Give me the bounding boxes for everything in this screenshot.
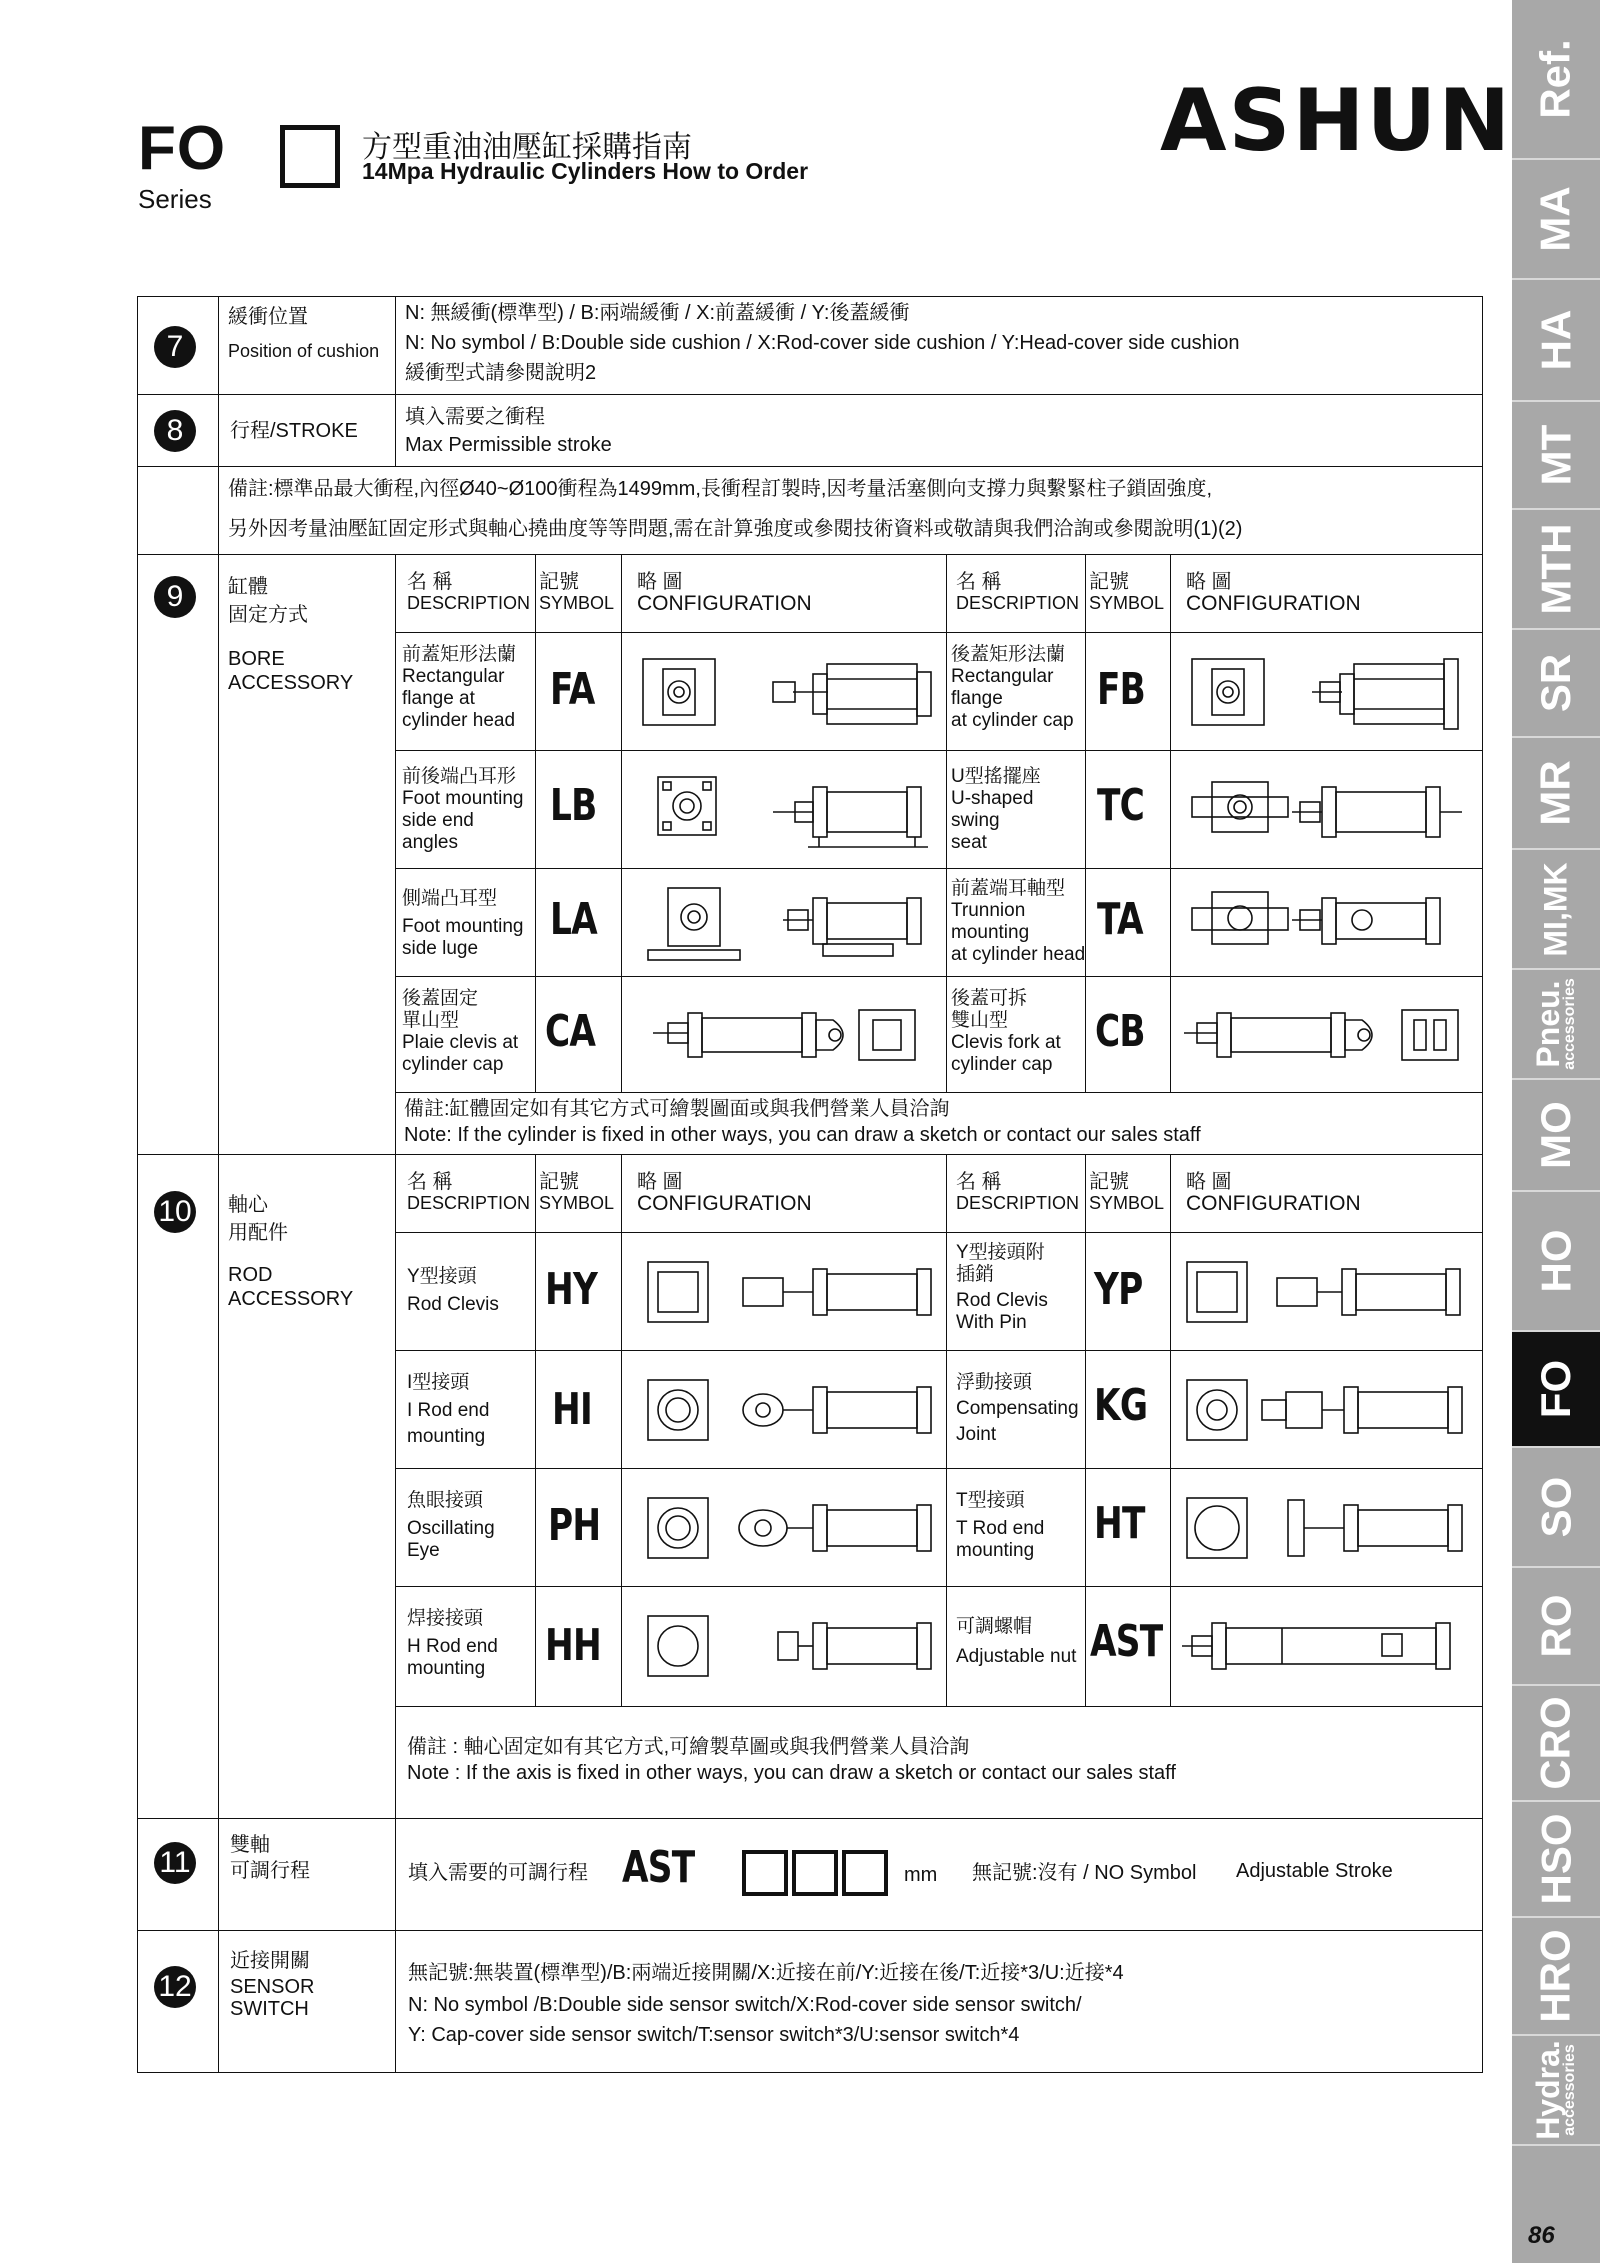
sensor-line-2: N: No symbol /B:Double side sensor switch/X:Rod-cover side sensor switch/	[408, 1994, 1082, 2016]
mount-cb-desc: 後蓋可拆 雙山型 Clevis fork at cylinder cap	[951, 988, 1061, 1075]
symbol-ph: PH	[548, 1500, 601, 1551]
tab-mth[interactable]: MTH	[1512, 510, 1600, 630]
rod-hi-desc: I型接頭 I Rod end mounting	[407, 1372, 490, 1447]
config-drawing-ast	[1172, 1588, 1480, 1705]
row-number-10: 10	[154, 1191, 196, 1233]
tab-hro[interactable]: HRO	[1512, 1918, 1600, 2036]
mount-fb-desc: 後蓋矩形法蘭 Rectangular flange at cylinder cap	[951, 644, 1074, 731]
sidebar	[1512, 0, 1600, 2263]
col-header-configuration: 略 圖 CONFIGURATION	[637, 571, 812, 615]
row-number-11: 11	[154, 1842, 196, 1884]
mount-ca-desc: 後蓋固定 單山型 Plaie clevis at cylinder cap	[402, 988, 519, 1075]
rod-col-header-description-2: 名 稱 DESCRIPTION	[956, 1171, 1080, 1213]
rod-col-header-configuration: 略 圖 CONFIGURATION	[637, 1171, 812, 1215]
rod-kg-desc: 浮動接頭 Compensating Joint	[956, 1372, 1079, 1445]
series-code: FO	[138, 114, 227, 183]
symbol-la: LA	[550, 894, 597, 945]
page-title-cn: 方型重油油壓缸採購指南	[362, 130, 692, 165]
cushion-label-en: Position of cushion	[228, 341, 380, 361]
config-drawing-ta	[1172, 870, 1480, 975]
stroke-note-line-2: 另外因考量油壓缸固定形式與軸心撓曲度等等問題,需在計算強度或參閱技術資料或敬請與我們洽詢或參閱說明(1)(2)	[228, 518, 1243, 540]
symbol-lb: LB	[550, 780, 597, 831]
tab-ha[interactable]: HA	[1512, 280, 1600, 402]
tab-ref[interactable]: Ref.	[1512, 0, 1600, 160]
rod-col-header-symbol: 記號 SYMBOL	[539, 1171, 615, 1213]
rod-ph-desc: 魚眼接頭 Oscillating Eye	[407, 1490, 495, 1561]
symbol-yp: YP	[1094, 1264, 1143, 1315]
tab-mo[interactable]: MO	[1512, 1080, 1600, 1192]
double-rod-label-cn-1: 雙軸	[230, 1834, 270, 1856]
tab-mr[interactable]: MR	[1512, 738, 1600, 850]
row-number-7: 7	[154, 326, 196, 368]
symbol-cb: CB	[1095, 1006, 1145, 1057]
tab-mi-mk[interactable]: MI,MK	[1512, 850, 1600, 970]
config-drawing-ph	[623, 1470, 945, 1585]
mount-fa-desc: 前蓋矩形法蘭 Rectangular flange at cylinder head	[402, 644, 517, 731]
sensor-line-1: 無記號:無裝置(標準型)/B:兩端近接開關/X:近接在前/Y:近接在後/T:近接*3/U:近接*4	[408, 1962, 1124, 1984]
cushion-line-1: N: 無緩衝(標準型) / B:兩端緩衝 / X:前蓋緩衝 / Y:後蓋緩衝	[405, 302, 910, 324]
row-number-12: 12	[154, 1966, 196, 2008]
stroke-line-2: Max Permissible stroke	[405, 434, 612, 456]
rod-label-cn-1: 軸心	[228, 1194, 268, 1216]
rod-note-en: Note : If the axis is fixed in other ways, you can draw a sketch or contact our sales staff	[407, 1762, 1176, 1784]
symbol-fb: FB	[1097, 664, 1146, 715]
tab-pneu[interactable]: Pneu. accessories	[1512, 970, 1600, 1080]
config-drawing-fb	[1172, 634, 1480, 749]
mount-tc-desc: U型搖擺座 U-shaped swing seat	[951, 766, 1041, 853]
tab-hso[interactable]: HSO	[1512, 1802, 1600, 1918]
double-rod-label-cn-2: 可調行程	[230, 1860, 310, 1882]
adjustable-stroke-unit: mm	[904, 1864, 938, 1886]
symbol-hh: HH	[545, 1620, 601, 1671]
row-number-8: 8	[154, 410, 196, 452]
config-drawing-yp	[1172, 1234, 1480, 1349]
symbol-fa: FA	[550, 664, 595, 715]
symbol-ca: CA	[545, 1006, 596, 1057]
rod-col-header-configuration-2: 略 圖 CONFIGURATION	[1186, 1171, 1361, 1215]
rod-ast-desc: 可調螺帽 Adjustable nut	[956, 1616, 1077, 1667]
tab-fo[interactable]: FO	[1512, 1332, 1600, 1448]
rod-hy-desc: Y型接頭 Rod Clevis	[407, 1266, 499, 1315]
stroke-note-line-1: 備註:標準品最大衝程,內徑Ø40~Ø100衝程為1499mm,長衝程訂製時,因考量活塞側向支撐力與繫緊柱子鎖固強度,	[228, 478, 1213, 500]
config-drawing-kg	[1172, 1352, 1480, 1467]
config-drawing-fa	[623, 634, 945, 749]
cushion-line-2: N: No symbol / B:Double side cushion / X:Rod-cover side cushion / Y:Head-cover side cushion	[405, 332, 1240, 354]
adjustable-stroke-label: Adjustable Stroke	[1236, 1860, 1393, 1882]
config-drawing-lb	[623, 752, 945, 867]
config-drawing-hi	[623, 1352, 945, 1467]
sensor-label-cn: 近接開關	[230, 1950, 310, 1972]
rod-col-header-description: 名 稱 DESCRIPTION	[407, 1171, 531, 1213]
bore-label-cn-2: 固定方式	[228, 604, 308, 626]
page-title-en: 14Mpa Hydraulic Cylinders How to Order	[362, 158, 809, 184]
tab-cro[interactable]: CRO	[1512, 1686, 1600, 1802]
sensor-label-en-1: SENSOR	[230, 1976, 315, 1998]
rod-hh-desc: 焊接接頭 H Rod end mounting	[407, 1608, 498, 1679]
tab-hydra[interactable]: Hydra. accessories	[1512, 2036, 1600, 2146]
sensor-label-en-2: SWITCH	[230, 1998, 309, 2020]
bore-note-cn: 備註:缸體固定如有其它方式可繪製圖面或與我們營業人員洽詢	[404, 1098, 950, 1120]
mount-lb-desc: 前後端凸耳形 Foot mounting side end angles	[402, 766, 524, 853]
rod-label-en-1: ROD	[228, 1264, 273, 1286]
col-header-symbol-2: 記號 SYMBOL	[1089, 571, 1165, 613]
rod-note-cn: 備註 : 軸心固定如有其它方式,可繪製草圖或與我們營業人員洽詢	[407, 1736, 970, 1758]
rod-ht-desc: T型接頭 T Rod end mounting	[956, 1490, 1045, 1561]
mount-la-desc: 側端凸耳型 Foot mounting side luge	[402, 888, 524, 959]
row-number-9: 9	[154, 576, 196, 618]
config-drawing-hh	[623, 1588, 945, 1705]
symbol-ht: HT	[1094, 1498, 1145, 1549]
stroke-label: 行程/STROKE	[230, 420, 358, 442]
config-drawing-ht	[1172, 1470, 1480, 1585]
symbol-hi: HI	[552, 1384, 592, 1435]
sensor-line-3: Y: Cap-cover side sensor switch/T:sensor switch*3/U:sensor switch*4	[408, 2024, 1020, 2046]
tab-so[interactable]: SO	[1512, 1448, 1600, 1568]
tab-sr[interactable]: SR	[1512, 630, 1600, 738]
rod-label-en-2: ACCESSORY	[228, 1288, 354, 1310]
adjustable-no-symbol: 無記號:沒有 / NO Symbol	[972, 1862, 1197, 1884]
config-drawing-hy	[623, 1234, 945, 1349]
symbol-ast: AST	[1090, 1616, 1163, 1667]
bore-label-cn-1: 缸體	[228, 576, 268, 598]
bore-note-en: Note: If the cylinder is fixed in other ways, you can draw a sketch or contact our sales staff	[404, 1124, 1201, 1146]
page-number: 86	[1528, 2222, 1555, 2249]
tab-ho[interactable]: HO	[1512, 1192, 1600, 1332]
adjustable-stroke-fill-text: 填入需要的可調行程	[408, 1862, 588, 1884]
series-label: Series	[138, 184, 212, 214]
series-box	[280, 125, 340, 188]
config-drawing-ca	[623, 978, 945, 1091]
cushion-line-3: 緩衝型式請參閱說明2	[405, 362, 597, 384]
config-drawing-la	[623, 870, 945, 975]
col-header-description-2: 名 稱 DESCRIPTION	[956, 571, 1080, 613]
col-header-symbol: 記號 SYMBOL	[539, 571, 615, 613]
symbol-hy: HY	[545, 1264, 598, 1315]
tab-mt[interactable]: MT	[1512, 402, 1600, 510]
rod-label-cn-2: 用配件	[228, 1222, 288, 1244]
cushion-label-cn: 緩衝位置	[228, 306, 308, 328]
adjustable-stroke-symbol: AST	[622, 1842, 695, 1893]
stroke-line-1: 填入需要之衝程	[405, 406, 545, 428]
config-drawing-cb	[1172, 978, 1480, 1091]
col-header-description: 名 稱 DESCRIPTION	[407, 571, 531, 613]
brand-logo: ASHUN	[1160, 71, 1513, 171]
config-drawing-tc	[1172, 752, 1480, 867]
symbol-kg: KG	[1094, 1380, 1148, 1431]
bore-label-en-2: ACCESSORY	[228, 672, 354, 694]
tab-ma[interactable]: MA	[1512, 160, 1600, 280]
symbol-tc: TC	[1097, 780, 1145, 831]
bore-label-en-1: BORE	[228, 648, 285, 670]
adjustable-stroke-input-boxes[interactable]	[742, 1850, 892, 1896]
tab-ro[interactable]: RO	[1512, 1568, 1600, 1686]
col-header-configuration-2: 略 圖 CONFIGURATION	[1186, 571, 1361, 615]
mount-ta-desc: 前蓋端耳軸型 Trunnion mounting at cylinder head	[951, 878, 1086, 965]
rod-yp-desc: Y型接頭附 插銷 Rod Clevis With Pin	[956, 1242, 1048, 1333]
rod-col-header-symbol-2: 記號 SYMBOL	[1089, 1171, 1165, 1213]
symbol-ta: TA	[1097, 894, 1143, 945]
